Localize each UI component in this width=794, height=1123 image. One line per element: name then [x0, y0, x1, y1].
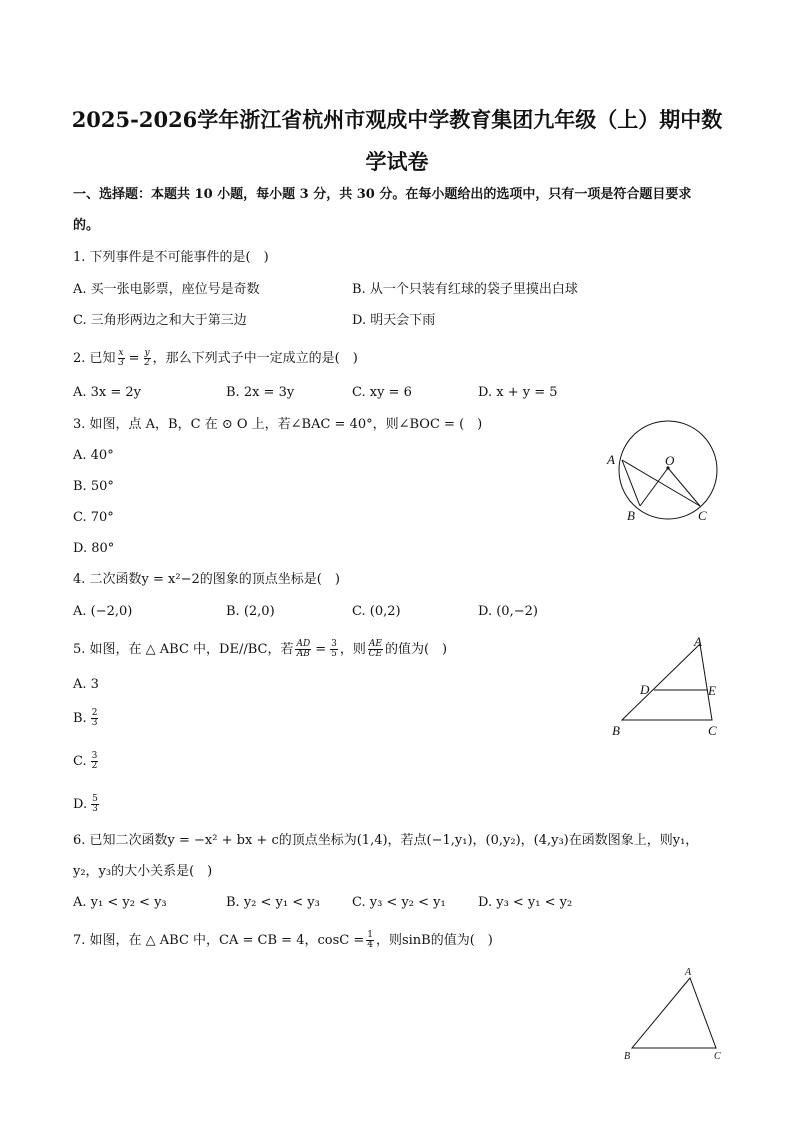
fraction: [91, 709, 99, 728]
question-5-stem-pre: 5. 如图，在 △ ABC 中，DE//BC，若: [73, 641, 294, 657]
triangle-abc: [622, 644, 712, 720]
question-5-option-b: [73, 709, 98, 728]
fraction-denominator: 3: [118, 358, 124, 368]
question-3-option-c: C. 70°: [73, 510, 114, 525]
fraction-numerator: 3: [91, 751, 98, 761]
question-5-stem: [73, 640, 447, 659]
fraction-numerator: x: [118, 348, 124, 358]
segment-ac: [622, 460, 700, 506]
question-1-stem: 1. 下列事件是不可能事件的是( ): [73, 250, 269, 265]
question-5-stem-mid: ，则: [339, 641, 366, 657]
question-7-stem: [73, 931, 493, 950]
fraction-numerator: 3: [331, 639, 337, 649]
question-5-option-d: [73, 795, 99, 814]
option-letter: B.: [73, 710, 87, 726]
question-6-option-b: B. y₂ < y₁ < y₃: [226, 895, 320, 910]
question-6-stem-cont: y₂，y₃的大小关系是( ): [73, 864, 213, 879]
question-3-option-a: A. 40°: [73, 448, 114, 463]
question-7-triangle-figure: [618, 964, 732, 1064]
option-letter: D.: [73, 796, 88, 812]
fraction: [91, 752, 99, 771]
fraction-denominator: 2: [91, 761, 98, 771]
question-6-option-d: D. y₃ < y₁ < y₂: [478, 895, 573, 910]
question-5-option-a: A. 3: [73, 677, 99, 692]
triangle-abc: [632, 978, 716, 1048]
question-4-option-c: C. (0,2): [352, 604, 401, 619]
label-b: B: [627, 508, 635, 523]
equals-sign: =: [128, 350, 140, 366]
question-4-option-d: D. (0,−2): [478, 604, 538, 619]
question-6-option-a: A. y₁ < y₂ < y₃: [73, 895, 167, 910]
question-2-stem: [73, 349, 358, 368]
fraction: [91, 795, 99, 814]
fraction-denominator: CE: [368, 649, 383, 659]
fraction-numerator: 1: [367, 930, 373, 940]
paper-title-line2: 学试卷: [365, 149, 429, 174]
fraction-denominator: AB: [296, 649, 310, 659]
fraction-denominator: 3: [92, 804, 98, 814]
option-letter: C.: [73, 753, 87, 769]
fraction: [366, 931, 374, 950]
question-6-option-c: C. y₃ < y₂ < y₁: [352, 895, 446, 910]
question-4-option-a: A. (−2,0): [73, 604, 133, 619]
fraction-denominator: 4: [367, 940, 373, 950]
fraction: [330, 640, 338, 659]
fraction: [295, 640, 311, 659]
question-2-stem-pre: 2. 已知: [73, 350, 116, 366]
question-3-stem: 3. 如图，点 A，B，C 在 ⊙ O 上，若∠BAC = 40°，则∠BOC = ( ): [73, 417, 483, 432]
label-b: B: [624, 1051, 631, 1062]
label-c: C: [714, 1051, 721, 1062]
question-2-option-c: C. xy = 6: [352, 385, 412, 400]
label-a: A: [694, 634, 702, 649]
question-2-stem-post: ，那么下列式子中一定成立的是( ): [152, 350, 358, 366]
label-a: A: [607, 452, 615, 467]
segment-oc: [668, 468, 700, 506]
question-4-option-b: B. (2,0): [226, 604, 275, 619]
fraction-numerator: 2: [91, 708, 98, 718]
segment-ob: [640, 468, 668, 506]
question-5-triangle-figure: [606, 634, 732, 742]
question-5-option-c: [73, 752, 98, 771]
fraction-numerator: AE: [368, 639, 382, 649]
label-a: A: [685, 967, 692, 978]
question-6-stem: 6. 已知二次函数y = −x² + bx + c的顶点坐标为(1,4)，若点(−1,y₁)，(0,y₂)，(4,y₃)在函数图象上，则y₁，: [73, 833, 699, 848]
segment-ab: [622, 460, 640, 506]
question-4-stem: 4. 二次函数y = x²−2的图象的顶点坐标是( ): [73, 572, 340, 587]
question-7-stem-pre: 7. 如图，在 △ ABC 中，CA = CB = 4，cosC =: [73, 932, 365, 948]
question-1-option-d: D. 明天会下雨: [352, 313, 436, 328]
question-3-option-d: D. 80°: [73, 541, 115, 556]
label-b: B: [612, 723, 620, 738]
fraction: [368, 640, 383, 659]
question-5-stem-post: 的值为( ): [384, 641, 448, 657]
label-c: C: [698, 508, 707, 523]
section-heading: 一、选择题：本题共 10 小题，每小题 3 分，共 30 分。在每小题给出的选项中，只有一项是符合题目要求: [73, 187, 692, 202]
equals-sign: =: [315, 641, 327, 657]
fraction: [144, 349, 151, 368]
label-c: C: [708, 723, 717, 738]
question-2-option-a: A. 3x = 2y: [73, 385, 142, 400]
question-2-option-d: D. x + y = 5: [478, 385, 558, 400]
label-o: O: [665, 453, 675, 468]
question-3-circle-figure: [600, 418, 730, 528]
question-7-stem-post: ，则sinB的值为( ): [375, 932, 493, 948]
question-1-option-c: C. 三角形两边之和大于第三边: [73, 313, 247, 328]
question-2-option-b: B. 2x = 3y: [226, 385, 295, 400]
fraction-denominator: 5: [331, 649, 337, 659]
section-heading-cont: 的。: [73, 218, 100, 233]
fraction-numerator: y: [144, 348, 150, 358]
fraction: [118, 349, 125, 368]
label-e: E: [708, 683, 716, 698]
fraction-denominator: 3: [91, 718, 98, 728]
label-d: D: [640, 682, 650, 697]
fraction-numerator: 5: [92, 794, 98, 804]
question-3-option-b: B. 50°: [73, 479, 114, 494]
circle-o: [619, 421, 717, 519]
fraction-denominator: 2: [144, 358, 150, 368]
paper-title-line1: 2025-2026学年浙江省杭州市观成中学教育集团九年级（上）期中数: [71, 107, 723, 132]
question-1-option-a: A. 买一张电影票，座位号是奇数: [73, 282, 260, 297]
question-1-option-b: B. 从一个只装有红球的袋子里摸出白球: [352, 282, 578, 297]
fraction-numerator: AD: [296, 639, 311, 649]
